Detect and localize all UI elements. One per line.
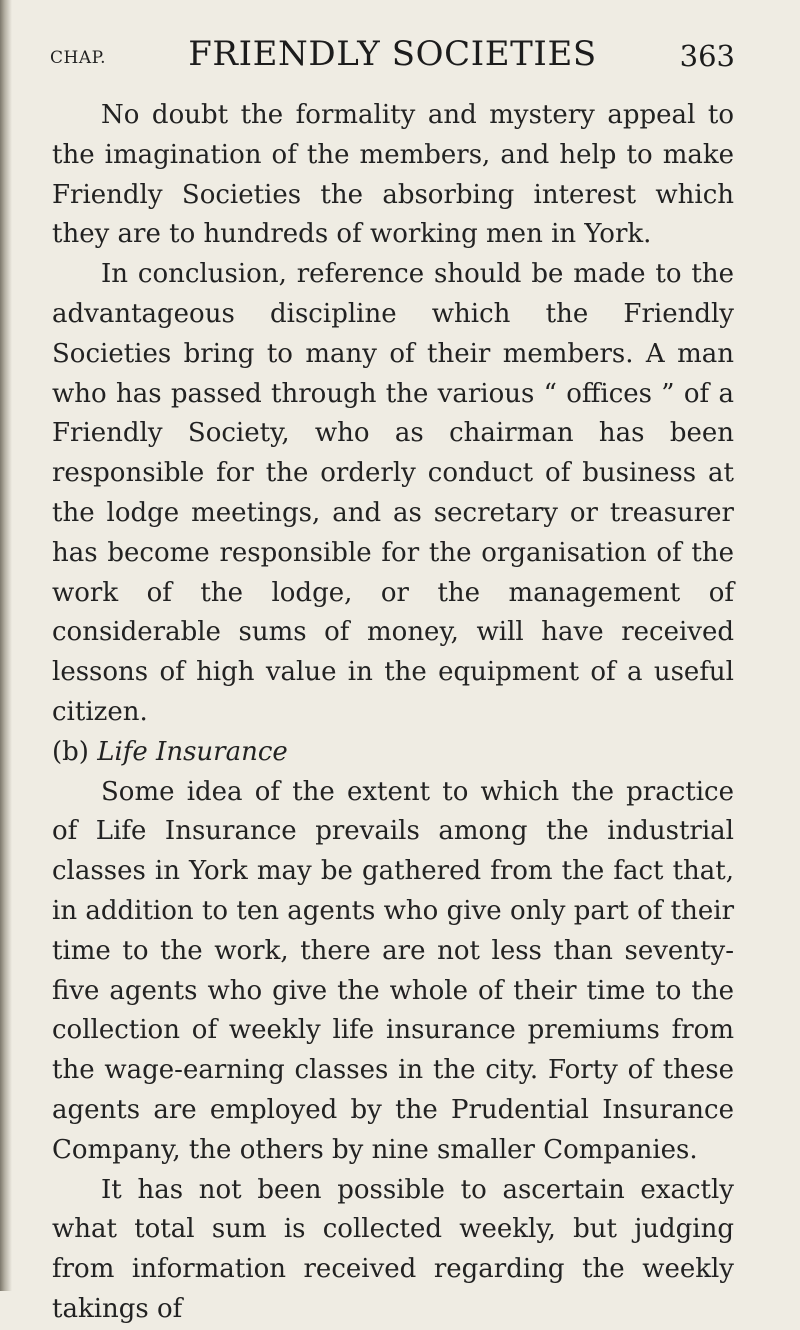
section-letter: (b): [52, 736, 89, 767]
paragraph: It has not been possible to ascertain exactly what total sum is collected weekly, but judging from information received regarding the weekly takings of: [52, 1174, 734, 1324]
running-head: [50, 28, 735, 78]
chapter-abbreviation: CHAP.: [50, 48, 107, 68]
paragraph: No doubt the formality and mystery appeal to the imagination of the members, and help to make Friendly Societies the absorbing interest which they are to hundreds of working men in York.: [52, 100, 734, 250]
running-title: FRIENDLY SOCIETIES: [188, 34, 597, 74]
section-title: Life Insurance: [97, 736, 288, 767]
body-text: [52, 96, 734, 1330]
paragraph: Some idea of the extent to which the practice of Life Insurance prevails among the industrial classes in York may be gathered from the fact that, in addition to ten agents who give only part of their time to the work, there are not less than seventy-five agents who give the whole of their time to the collection of weekly life insurance premiums from the wage-earning classes in the city. Forty of these agents are employed by the Prudential Insurance Company, the others by nine smaller Companies.: [52, 776, 734, 1165]
page-number: 363: [679, 39, 735, 73]
paragraph: In conclusion, reference should be made to the advantageous discipline which the Friendly Societies bring to many of their members. A man who has passed through the various “ offices ” of a Friendly Society, who as chairman has been responsible for the orderly conduct of business at the lodge meetings, and as secretary or treasurer has become responsible for the organisation of the work of the lodge, or the management of considerable sums of money, will have received lessons of high value in the equipment of a useful citizen.: [52, 259, 734, 727]
section-heading: [52, 733, 734, 773]
